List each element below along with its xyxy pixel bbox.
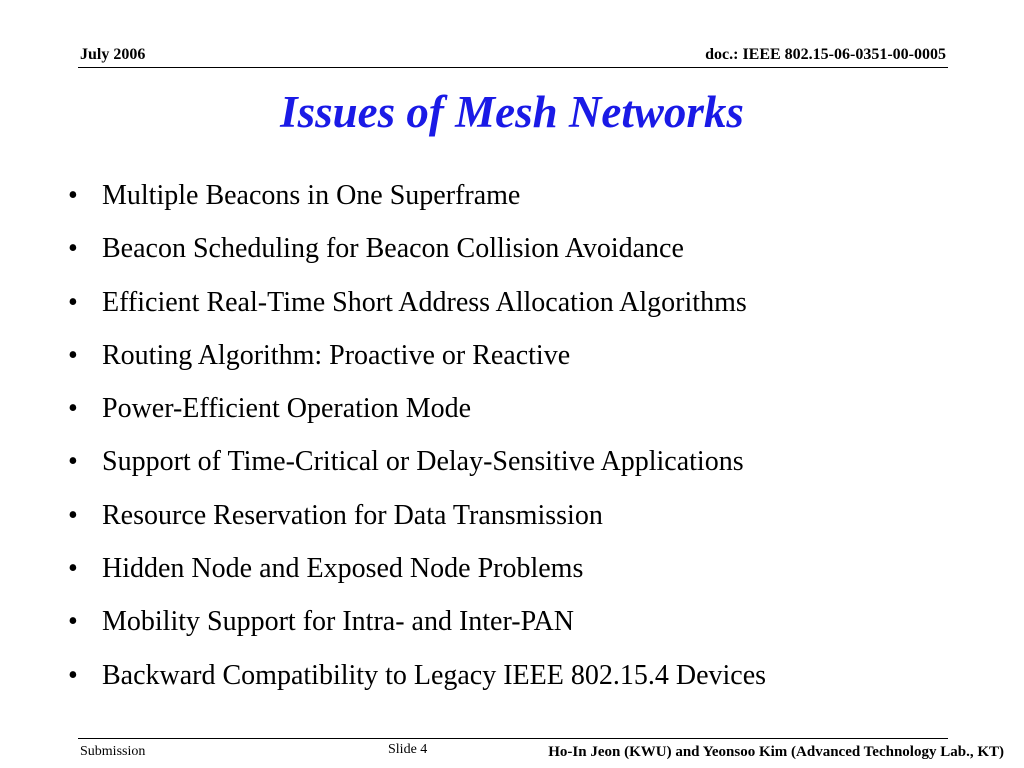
header-divider [78,67,948,68]
bullet-item [60,442,766,495]
bullet-item [60,176,766,229]
bullet-text: Routing Algorithm: Proactive or Reactive [102,339,571,371]
bullet-icon: • [68,180,78,211]
bullet-text: Backward Compatibility to Legacy IEEE 802.15.4 Devices [102,659,767,691]
slide-title: Issues of Mesh Networks [280,87,744,137]
bullet-item [60,229,766,282]
footer-submission: Submission [80,744,146,759]
header-date: July 2006 [80,46,146,63]
bullet-text: Hidden Node and Exposed Node Problems [102,553,584,585]
bullet-icon: • [68,553,78,585]
bullet-item [60,549,766,602]
bullet-list [60,176,766,709]
bullet-item [60,283,766,336]
bullet-text: Multiple Beacons in One Superframe [102,180,521,211]
bullet-text: Beacon Scheduling for Beacon Collision Avoidance [102,233,684,265]
bullet-text: Resource Reservation for Data Transmission [102,499,603,531]
bullet-icon: • [68,446,78,478]
bullet-item [60,656,766,709]
bullet-icon: • [68,339,78,371]
bullet-item [60,389,766,442]
bullet-icon: • [68,499,78,531]
bullet-icon: • [68,659,78,691]
bullet-icon: • [68,606,78,638]
bullet-item [60,496,766,549]
bullet-text: Power-Efficient Operation Mode [102,393,472,425]
footer-slide-number: Slide 4 [388,742,428,757]
bullet-icon: • [68,233,78,265]
bullet-item [60,602,766,655]
bullet-icon: • [68,286,78,318]
bullet-item [60,336,766,389]
footer-authors: Ho-In Jeon (KWU) and Yeonsoo Kim (Advanced Technology Lab., KT) [548,744,1004,760]
bullet-icon: • [68,393,78,425]
bullet-text: Support of Time-Critical or Delay-Sensitive Applications [102,446,744,478]
bullet-text: Mobility Support for Intra- and Inter-PAN [102,606,575,638]
header-doc-id: doc.: IEEE 802.15-06-0351-00-0005 [705,46,946,63]
bullet-text: Efficient Real-Time Short Address Allocation Algorithms [102,286,747,318]
footer-divider [78,738,948,739]
